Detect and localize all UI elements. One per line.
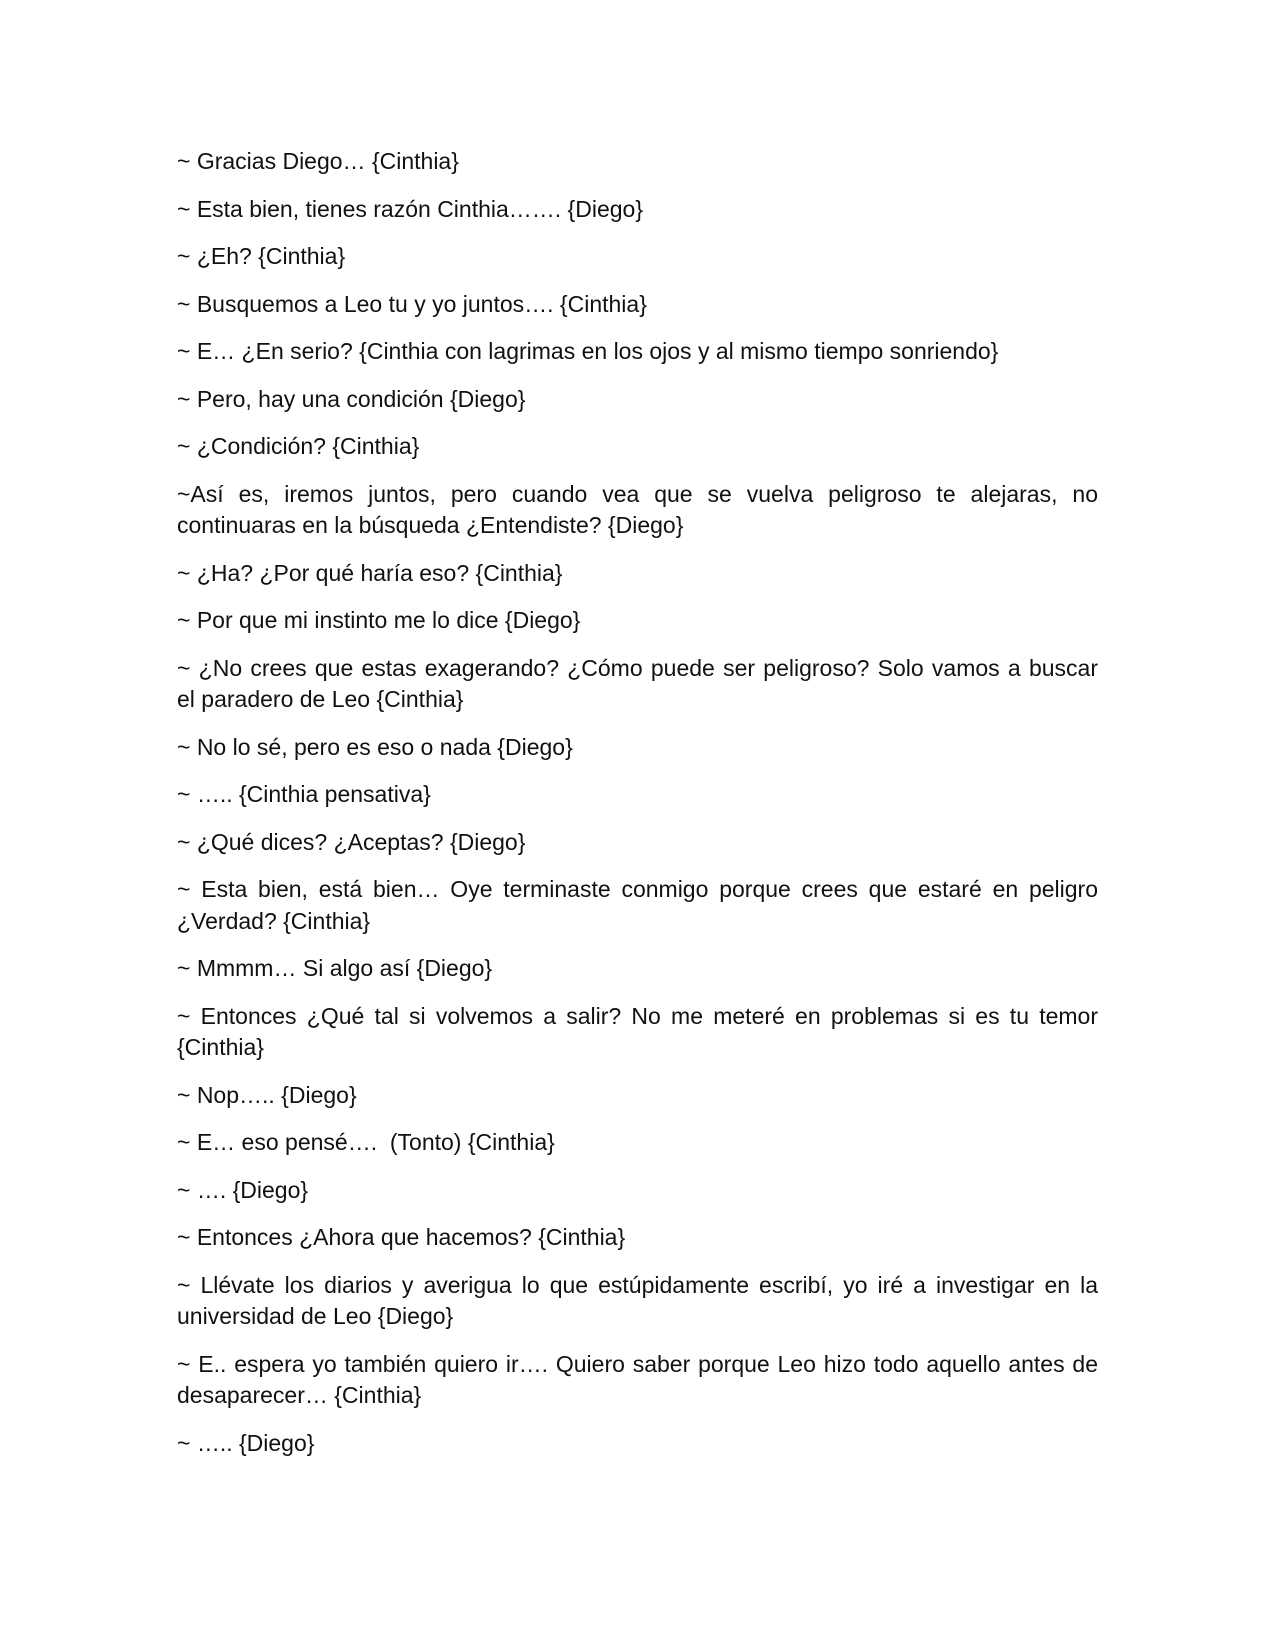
- dialogue-line: ~ Gracias Diego… {Cinthia}: [177, 148, 459, 174]
- dialogue-line: ~ ¿No crees que estas exagerando? ¿Cómo puede ser peligroso? Solo vamos a buscar el paradero de Leo {Cinthia}: [177, 654, 1105, 712]
- dialogue-line: ~ ¿Qué dices? ¿Aceptas? {Diego}: [177, 828, 526, 855]
- dialogue-line: ~Así es, iremos juntos, pero cuando vea que se vuelva peligroso te alejaras, no continuaras en la búsqueda ¿Entendiste? {Diego}: [177, 480, 1105, 538]
- dialogue-line: ~ Esta bien, está bien… Oye terminaste conmigo porque crees que estaré en peligro ¿Verdad? {Cinthia}: [177, 876, 1105, 934]
- dialogue-line: ~ ¿Condición? {Cinthia}: [177, 433, 420, 459]
- dialogue-line: ~ No lo sé, pero es eso o nada {Diego}: [177, 733, 573, 760]
- dialogue-text: [177, 146, 1105, 1475]
- dialogue-line: ~ ¿Eh? {Cinthia}: [177, 243, 346, 269]
- dialogue-line: ~ Entonces ¿Ahora que hacemos? {Cinthia}: [177, 1224, 626, 1250]
- dialogue-line: ~ Nop….. {Diego}: [177, 1081, 357, 1108]
- dialogue-line: ~ …. {Diego}: [177, 1176, 309, 1203]
- dialogue-line: ~ Mmmm… Si algo así {Diego}: [177, 955, 493, 981]
- dialogue-line: ~ Entonces ¿Qué tal si volvemos a salir? No me meteré en problemas si es tu temor {Cinthia}: [177, 1002, 1105, 1060]
- dialogue-line: ~ E… ¿En serio? {Cinthia con lagrimas en los ojos y al mismo tiempo sonriendo}: [177, 338, 999, 364]
- dialogue-line: ~ Por que mi instinto me lo dice {Diego}: [177, 607, 581, 633]
- dialogue-line: ~ ….. {Diego}: [177, 1429, 315, 1456]
- dialogue-line: ~ Llévate los diarios y averigua lo que estúpidamente escribí, yo iré a investigar en la universidad de Leo {Diego}: [177, 1271, 1105, 1329]
- dialogue-line: ~ Esta bien, tienes razón Cinthia……. {Diego}: [177, 195, 644, 222]
- dialogue-line: ~ ¿Ha? ¿Por qué haría eso? {Cinthia}: [177, 559, 563, 586]
- dialogue-line: ~ Busquemos a Leo tu y yo juntos…. {Cinthia}: [177, 290, 647, 317]
- dialogue-line: ~ E… eso pensé…. (Tonto) {Cinthia}: [177, 1129, 555, 1155]
- dialogue-line: ~ ….. {Cinthia pensativa}: [177, 781, 431, 807]
- dialogue-line: ~ Pero, hay una condición {Diego}: [177, 385, 526, 412]
- dialogue-line: ~ E.. espera yo también quiero ir…. Quiero saber porque Leo hizo todo aquello antes de desaparecer… {Cinthia}: [177, 1350, 1105, 1408]
